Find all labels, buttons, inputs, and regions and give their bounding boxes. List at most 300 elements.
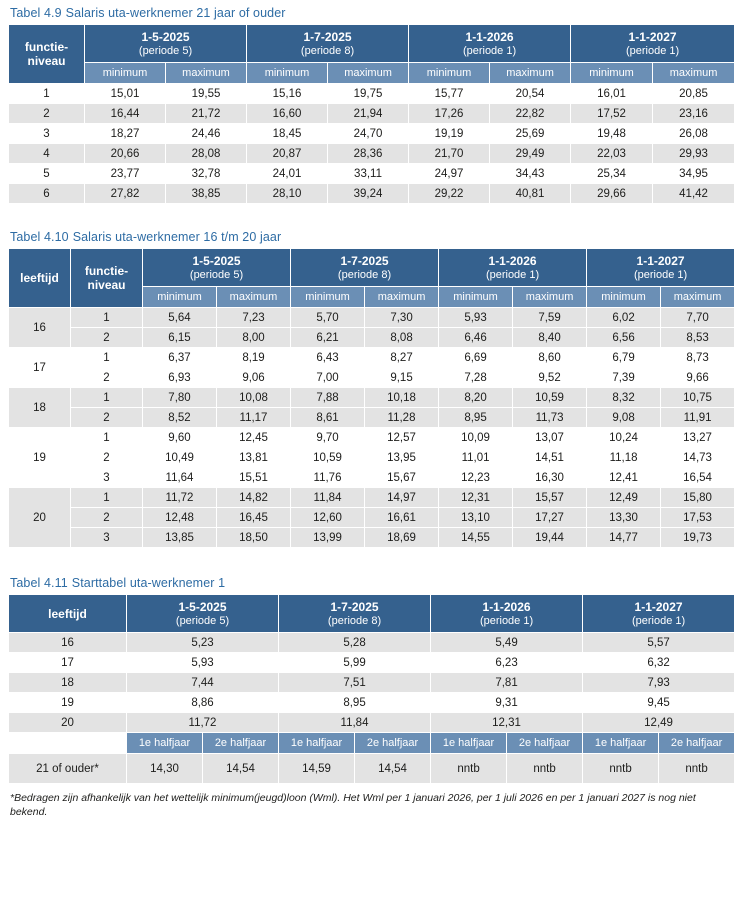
halfyear-label: 2e halfjaar (355, 733, 431, 754)
row-age: 19 (9, 693, 127, 713)
halfyear-label: 1e halfjaar (431, 733, 507, 754)
table-411-title-text: Starttabel uta-werknemer 1 (71, 576, 226, 590)
row-value: 12,49 (583, 713, 735, 733)
table-410-sub-min-0: minimum (143, 287, 217, 308)
table-410-sub-max-0: maximum (217, 287, 291, 308)
period-date: 1-5-2025 (178, 599, 227, 614)
period-name: (periode 5) (138, 44, 193, 57)
table-row (9, 144, 735, 164)
period-date: 1-1-2026 (482, 599, 531, 614)
row-value: 6,56 (587, 328, 661, 348)
row-value: 5,70 (291, 308, 365, 328)
table-410-col-level (71, 249, 143, 308)
row-level: 1 (71, 388, 143, 408)
row-value: 15,16 (247, 84, 328, 104)
row-value: 7,93 (583, 673, 735, 693)
row-value: 17,52 (571, 104, 653, 124)
row-value: 10,09 (439, 428, 513, 448)
period-name: (periode 1) (631, 614, 686, 627)
row-value: 25,69 (490, 124, 571, 144)
table-row (9, 184, 735, 204)
table-411-header-row (9, 595, 735, 633)
row-age: 21 of ouder* (9, 754, 127, 784)
table-row (9, 488, 735, 508)
row-value: 7,88 (291, 388, 365, 408)
period-date: 1-1-2027 (636, 253, 685, 268)
row-value: 32,78 (166, 164, 247, 184)
row-value: 12,45 (217, 428, 291, 448)
row-level: 2 (71, 328, 143, 348)
row-value: 6,15 (143, 328, 217, 348)
table-410-sub-min-3: minimum (587, 287, 661, 308)
row-value: 18,50 (217, 528, 291, 548)
table-row (9, 653, 735, 673)
row-value: 8,95 (439, 408, 513, 428)
row-value: 6,21 (291, 328, 365, 348)
table-410-period-1 (291, 249, 439, 287)
row-value: 21,72 (166, 104, 247, 124)
row-age: 20 (9, 488, 71, 548)
row-value: 19,44 (513, 528, 587, 548)
row-value: 15,01 (85, 84, 166, 104)
table-49-col-level (9, 25, 85, 84)
row-value: 9,45 (583, 693, 735, 713)
row-age: 16 (9, 308, 71, 348)
row-value: 15,67 (365, 468, 439, 488)
row-value: 16,60 (247, 104, 328, 124)
row-value: 9,08 (587, 408, 661, 428)
row-value: 10,24 (587, 428, 661, 448)
row-value: 41,42 (653, 184, 735, 204)
row-value: 11,17 (217, 408, 291, 428)
row-value: 19,75 (328, 84, 409, 104)
row-value: 11,01 (439, 448, 513, 468)
row-value: 20,54 (490, 84, 571, 104)
row-value: 8,08 (365, 328, 439, 348)
row-value: 22,03 (571, 144, 653, 164)
row-value: 12,49 (587, 488, 661, 508)
level-label-line2: niveau (27, 54, 66, 68)
table-row (9, 408, 735, 428)
row-value: 11,73 (513, 408, 587, 428)
row-value: 20,85 (653, 84, 735, 104)
row-value: 8,20 (439, 388, 513, 408)
period-name: (periode 8) (327, 614, 382, 627)
table-row (9, 528, 735, 548)
row-value: 11,64 (143, 468, 217, 488)
halfyear-label: 2e halfjaar (203, 733, 279, 754)
row-age: 17 (9, 653, 127, 673)
table-row (9, 448, 735, 468)
table-411-col-age: leeftijd (9, 595, 127, 633)
period-date: 1-1-2027 (628, 29, 677, 44)
period-name: (periode 8) (300, 44, 355, 57)
row-value: 8,60 (513, 348, 587, 368)
table-49-sub-min-1: minimum (247, 63, 328, 84)
row-value: 20,66 (85, 144, 166, 164)
row-age: 19 (9, 428, 71, 488)
period-name: (periode 1) (479, 614, 534, 627)
table-row (9, 468, 735, 488)
table-49-sub-max-1: maximum (328, 63, 409, 84)
row-value: 7,28 (439, 368, 513, 388)
row-value: 5,93 (439, 308, 513, 328)
row-value: 14,82 (217, 488, 291, 508)
table-410-sub-min-2: minimum (439, 287, 513, 308)
row-level: 1 (71, 348, 143, 368)
halfyear-label: 2e halfjaar (659, 733, 735, 754)
row-value: 8,95 (279, 693, 431, 713)
row-value: 17,27 (513, 508, 587, 528)
row-value: 7,81 (431, 673, 583, 693)
row-value: 29,49 (490, 144, 571, 164)
row-value: 12,31 (439, 488, 513, 508)
row-value: 12,23 (439, 468, 513, 488)
row-value: 29,93 (653, 144, 735, 164)
row-value: 15,77 (409, 84, 490, 104)
row-value: 6,37 (143, 348, 217, 368)
table-49-period-0 (85, 25, 247, 63)
row-value: 6,02 (587, 308, 661, 328)
row-value: 11,72 (143, 488, 217, 508)
table-410-sub-min-1: minimum (291, 287, 365, 308)
row-value: 16,30 (513, 468, 587, 488)
table-row (9, 164, 735, 184)
row-value: 5,49 (431, 633, 583, 653)
row-value: 7,44 (127, 673, 279, 693)
row-value: 13,27 (661, 428, 735, 448)
row-value: 13,10 (439, 508, 513, 528)
row-value: 8,27 (365, 348, 439, 368)
row-value: 11,91 (661, 408, 735, 428)
table-49-title (10, 6, 734, 20)
row-value: 23,16 (653, 104, 735, 124)
row-value: 18,27 (85, 124, 166, 144)
row-value: 29,22 (409, 184, 490, 204)
row-value: 15,51 (217, 468, 291, 488)
row-value: 34,43 (490, 164, 571, 184)
level-label-line1: functie- (24, 40, 69, 54)
period-date: 1-1-2027 (634, 599, 683, 614)
row-value: 5,99 (279, 653, 431, 673)
halfyear-spacer (9, 733, 127, 754)
period-date: 1-1-2026 (465, 29, 514, 44)
table-410-sub-max-1: maximum (365, 287, 439, 308)
row-value: 9,70 (291, 428, 365, 448)
row-value: 12,41 (587, 468, 661, 488)
row-value: 7,00 (291, 368, 365, 388)
row-value: 24,97 (409, 164, 490, 184)
table-49 (8, 24, 735, 204)
row-value: 8,61 (291, 408, 365, 428)
table-row (9, 693, 735, 713)
row-value: 8,52 (143, 408, 217, 428)
period-name: (periode 1) (462, 44, 517, 57)
row-value: 28,36 (328, 144, 409, 164)
period-date: 1-7-2025 (330, 599, 379, 614)
row-value: 13,99 (291, 528, 365, 548)
row-value: 8,86 (127, 693, 279, 713)
table-49-period-3 (571, 25, 735, 63)
row-value: 14,51 (513, 448, 587, 468)
row-value: 19,19 (409, 124, 490, 144)
table-411-title-number: Tabel 4.11 (10, 576, 68, 590)
table-row (9, 508, 735, 528)
row-value: 8,19 (217, 348, 291, 368)
row-value: 8,00 (217, 328, 291, 348)
row-value: 19,48 (571, 124, 653, 144)
row-value: 11,28 (365, 408, 439, 428)
row-value: 11,18 (587, 448, 661, 468)
row-value: 8,73 (661, 348, 735, 368)
table-410-period-0 (143, 249, 291, 287)
row-value: nntb (659, 754, 735, 784)
row-value: 12,31 (431, 713, 583, 733)
row-value: 5,57 (583, 633, 735, 653)
table-row (9, 388, 735, 408)
row-value: 6,46 (439, 328, 513, 348)
row-value: 7,59 (513, 308, 587, 328)
row-value: 6,69 (439, 348, 513, 368)
row-value: 19,73 (661, 528, 735, 548)
row-value: 5,93 (127, 653, 279, 673)
row-level: 2 (9, 104, 85, 124)
row-value: 6,23 (431, 653, 583, 673)
row-value: 10,08 (217, 388, 291, 408)
row-value: 18,45 (247, 124, 328, 144)
table-row (9, 328, 735, 348)
table-411-title (10, 576, 734, 590)
row-value: 14,97 (365, 488, 439, 508)
row-value: 19,55 (166, 84, 247, 104)
table-49-sub-max-0: maximum (166, 63, 247, 84)
row-value: 10,59 (513, 388, 587, 408)
table-410-period-2 (439, 249, 587, 287)
row-level: 1 (71, 488, 143, 508)
row-value: 14,73 (661, 448, 735, 468)
row-value: 13,85 (143, 528, 217, 548)
row-value: 20,87 (247, 144, 328, 164)
row-value: nntb (507, 754, 583, 784)
table-410-title (10, 230, 734, 244)
row-value: 13,95 (365, 448, 439, 468)
row-value: 5,28 (279, 633, 431, 653)
row-value: 13,07 (513, 428, 587, 448)
row-value: 11,72 (127, 713, 279, 733)
row-level: 3 (9, 124, 85, 144)
row-value: 15,80 (661, 488, 735, 508)
table-411-period-2 (431, 595, 583, 633)
row-value: 8,40 (513, 328, 587, 348)
table-411-period-1 (279, 595, 431, 633)
row-value: 7,30 (365, 308, 439, 328)
row-value: 5,23 (127, 633, 279, 653)
row-value: 27,82 (85, 184, 166, 204)
row-age: 18 (9, 673, 127, 693)
period-name: (periode 8) (337, 268, 392, 281)
table-49-title-text: Salaris uta-werknemer 21 jaar of ouder (65, 6, 286, 20)
row-age: 16 (9, 633, 127, 653)
row-value: 18,69 (365, 528, 439, 548)
row-value: 16,45 (217, 508, 291, 528)
table-row (9, 84, 735, 104)
row-value: 12,57 (365, 428, 439, 448)
table-49-sub-max-3: maximum (653, 63, 735, 84)
halfyear-label: 1e halfjaar (127, 733, 203, 754)
row-value: 7,70 (661, 308, 735, 328)
row-value: 12,60 (291, 508, 365, 528)
row-value: 9,60 (143, 428, 217, 448)
table-row (9, 713, 735, 733)
table-410 (8, 248, 735, 548)
row-value: 14,59 (279, 754, 355, 784)
row-value: 9,52 (513, 368, 587, 388)
row-value: 10,59 (291, 448, 365, 468)
row-value: 26,08 (653, 124, 735, 144)
row-level: 2 (71, 508, 143, 528)
row-age: 20 (9, 713, 127, 733)
row-value: 8,53 (661, 328, 735, 348)
row-level: 2 (71, 368, 143, 388)
period-name: (periode 1) (625, 44, 680, 57)
halfyear-label: 2e halfjaar (507, 733, 583, 754)
table-row (9, 428, 735, 448)
table-row (9, 348, 735, 368)
table-49-header-row (9, 25, 735, 63)
table-row (9, 368, 735, 388)
row-value: 6,43 (291, 348, 365, 368)
table-row (9, 104, 735, 124)
table-411-halfyear-row (9, 733, 735, 754)
row-level: 6 (9, 184, 85, 204)
row-age: 17 (9, 348, 71, 388)
row-value: 14,54 (203, 754, 279, 784)
level-label-line1: functie- (84, 264, 129, 278)
row-value: 7,23 (217, 308, 291, 328)
row-age: 18 (9, 388, 71, 428)
table-49-period-1 (247, 25, 409, 63)
period-date: 1-7-2025 (340, 253, 389, 268)
row-value: 21,94 (328, 104, 409, 124)
row-value: 13,81 (217, 448, 291, 468)
table-49-title-number: Tabel 4.9 (10, 6, 62, 20)
row-level: 2 (71, 448, 143, 468)
table-49-subheader-row (9, 63, 735, 84)
row-value: 10,75 (661, 388, 735, 408)
table-410-header-row (9, 249, 735, 287)
row-value: 16,01 (571, 84, 653, 104)
table-49-sub-min-0: minimum (85, 63, 166, 84)
row-value: 17,53 (661, 508, 735, 528)
row-value: 33,11 (328, 164, 409, 184)
row-value: 39,24 (328, 184, 409, 204)
row-value: 11,76 (291, 468, 365, 488)
row-level: 1 (71, 308, 143, 328)
table-410-sub-max-2: maximum (513, 287, 587, 308)
period-name: (periode 5) (189, 268, 244, 281)
row-value: 34,95 (653, 164, 735, 184)
row-level: 1 (71, 428, 143, 448)
row-value: 16,54 (661, 468, 735, 488)
table-411-period-0 (127, 595, 279, 633)
period-name: (periode 1) (485, 268, 540, 281)
table-410-col-age: leeftijd (9, 249, 71, 308)
row-value: 38,85 (166, 184, 247, 204)
table-49-period-2 (409, 25, 571, 63)
row-level: 3 (71, 528, 143, 548)
row-value: 28,08 (166, 144, 247, 164)
table-row (9, 124, 735, 144)
row-value: 9,31 (431, 693, 583, 713)
row-value: 13,30 (587, 508, 661, 528)
table-row (9, 308, 735, 328)
row-level: 1 (9, 84, 85, 104)
table-410-title-text: Salaris uta-werknemer 16 t/m 20 jaar (72, 230, 282, 244)
table-410-sub-max-3: maximum (661, 287, 735, 308)
footnote: *Bedragen zijn afhankelijk van het wettelijk minimum(jeugd)loon (Wml). Het Wml per 1 januari 2026, per 1 juli 2026 en per 1 januari 2027 is nog niet bekend. (10, 792, 696, 818)
row-value: 9,06 (217, 368, 291, 388)
spacer-410-411 (8, 548, 734, 576)
row-value: 9,66 (661, 368, 735, 388)
row-value: 14,54 (355, 754, 431, 784)
row-value: 14,77 (587, 528, 661, 548)
row-value: 8,32 (587, 388, 661, 408)
row-value: 15,57 (513, 488, 587, 508)
table-410-period-3 (587, 249, 735, 287)
table-411 (8, 594, 735, 784)
halfyear-label: 1e halfjaar (583, 733, 659, 754)
row-value: 12,48 (143, 508, 217, 528)
table-49-sub-min-2: minimum (409, 63, 490, 84)
row-level: 2 (71, 408, 143, 428)
row-value: 6,79 (587, 348, 661, 368)
row-value: 21,70 (409, 144, 490, 164)
row-value: 28,10 (247, 184, 328, 204)
row-value: 6,93 (143, 368, 217, 388)
spacer-49-410 (8, 204, 734, 230)
table-row (9, 673, 735, 693)
row-value: 9,15 (365, 368, 439, 388)
row-value: 5,64 (143, 308, 217, 328)
row-value: 6,32 (583, 653, 735, 673)
period-name: (periode 5) (175, 614, 230, 627)
row-value: nntb (583, 754, 659, 784)
table-411-period-3 (583, 595, 735, 633)
period-date: 1-1-2026 (488, 253, 537, 268)
row-value: nntb (431, 754, 507, 784)
row-value: 40,81 (490, 184, 571, 204)
row-value: 24,01 (247, 164, 328, 184)
row-value: 10,49 (143, 448, 217, 468)
row-value: 16,61 (365, 508, 439, 528)
level-label-line2: niveau (87, 278, 126, 292)
row-level: 3 (71, 468, 143, 488)
row-value: 7,51 (279, 673, 431, 693)
period-date: 1-7-2025 (303, 29, 352, 44)
period-name: (periode 1) (633, 268, 688, 281)
row-value: 29,66 (571, 184, 653, 204)
row-value: 16,44 (85, 104, 166, 124)
row-value: 11,84 (291, 488, 365, 508)
row-level: 5 (9, 164, 85, 184)
row-level: 4 (9, 144, 85, 164)
period-date: 1-5-2025 (192, 253, 241, 268)
row-value: 10,18 (365, 388, 439, 408)
table-row (9, 754, 735, 784)
row-value: 14,55 (439, 528, 513, 548)
row-value: 7,39 (587, 368, 661, 388)
table-49-sub-min-3: minimum (571, 63, 653, 84)
